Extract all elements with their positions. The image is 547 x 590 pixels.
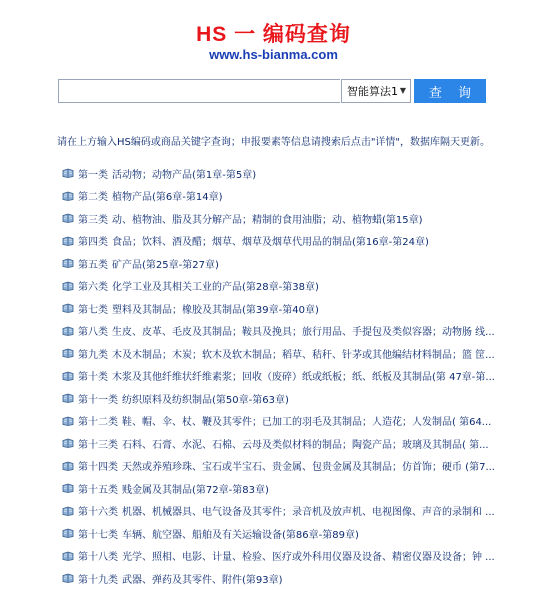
category-label — [78, 571, 283, 586]
category-item[interactable] — [62, 500, 547, 523]
category-number: 第六类 — [78, 282, 108, 294]
category-description: 天然或养殖珍珠、宝石或半宝石、贵金属、包贵金属及其制品；仿首饰；硬币 (第7... — [122, 462, 495, 474]
algorithm-select[interactable] — [341, 79, 411, 103]
category-label — [78, 458, 495, 473]
book-icon — [62, 348, 74, 358]
category-label — [78, 413, 491, 428]
category-description: 石料、石膏、水泥、石棉、云母及类似材料的制品；陶瓷产品；玻璃及其制品( 第... — [122, 439, 489, 451]
category-label — [78, 301, 319, 316]
category-number: 第十一类 — [78, 394, 118, 406]
category-description: 光学、照相、电影、计量、检验、医疗或外科用仪器及设备、精密仪器及设备；钟 ... — [122, 552, 495, 564]
book-icon — [62, 551, 74, 561]
category-item[interactable] — [62, 567, 547, 590]
search-notice: 请在上方输入HS编码或商品关键字查询；申报要素等信息请搜索后点击"详情"，数据库隔天更新。 — [56, 137, 491, 148]
category-description: 动、植物油、脂及其分解产品；精制的食用油脂；动、植物蜡(第15章) — [112, 214, 423, 226]
category-number: 第五类 — [78, 259, 108, 271]
category-description: 纺织原料及纺织制品(第50章-第63章) — [122, 394, 289, 406]
category-description: 车辆、航空器、船舶及有关运输设备(第86章-第89章) — [122, 529, 359, 541]
category-description: 武器、弹药及其零件、附件(第93章) — [122, 574, 283, 586]
site-logo-title[interactable]: HS 一 编码查询 — [196, 23, 351, 46]
category-description: 矿产品(第25章-第27章) — [112, 259, 219, 271]
category-number: 第九类 — [78, 349, 108, 361]
category-label — [78, 436, 489, 451]
category-item[interactable] — [62, 275, 547, 298]
category-number: 第十五类 — [78, 484, 118, 496]
category-item[interactable] — [62, 455, 547, 478]
category-item[interactable] — [62, 522, 547, 545]
book-icon — [62, 191, 74, 201]
category-item[interactable] — [62, 477, 547, 500]
category-label — [78, 166, 256, 181]
category-item[interactable] — [62, 432, 547, 455]
chevron-down-icon: ▼ — [399, 86, 406, 95]
category-label — [78, 278, 319, 293]
category-item[interactable] — [62, 230, 547, 253]
category-description: 木及木制品；木炭；软木及软木制品；稻草、秸秆、针茅或其他编结材料制品；篮 筐... — [112, 349, 495, 361]
book-icon — [62, 393, 74, 403]
category-label — [78, 391, 289, 406]
category-item[interactable] — [62, 387, 547, 410]
category-description: 生皮、皮革、毛皮及其制品；鞍具及挽具；旅行用品、手提包及类似容器；动物肠 线... — [112, 327, 495, 339]
book-icon — [62, 236, 74, 246]
category-description: 塑料及其制品；橡胶及其制品(第39章-第40章) — [112, 304, 319, 316]
category-item[interactable] — [62, 342, 547, 365]
category-item[interactable] — [62, 320, 547, 343]
category-number: 第四类 — [78, 237, 108, 249]
category-number: 第十类 — [78, 372, 108, 384]
category-label — [78, 368, 495, 383]
category-item[interactable] — [62, 162, 547, 185]
category-label — [78, 323, 495, 338]
category-item[interactable] — [62, 252, 547, 275]
book-icon — [62, 281, 74, 291]
search-button[interactable]: 查 询 — [414, 79, 486, 103]
category-number: 第二类 — [78, 192, 108, 204]
category-item[interactable] — [62, 207, 547, 230]
site-header — [0, 0, 547, 70]
book-icon — [62, 461, 74, 471]
category-description: 贱金属及其制品(第72章-第83章) — [122, 484, 269, 496]
category-label — [78, 346, 495, 361]
category-item[interactable] — [62, 545, 547, 568]
category-item[interactable] — [62, 365, 547, 388]
category-number: 第一类 — [78, 169, 108, 181]
category-label — [78, 211, 423, 226]
book-icon — [62, 213, 74, 223]
algorithm-select-value: 智能算法1 — [347, 85, 398, 98]
category-number: 第十七类 — [78, 529, 118, 541]
category-number: 第十三类 — [78, 439, 118, 451]
category-number: 第十九类 — [78, 574, 118, 586]
category-number: 第七类 — [78, 304, 108, 316]
book-icon — [62, 483, 74, 493]
book-icon — [62, 416, 74, 426]
category-item[interactable] — [62, 410, 547, 433]
book-icon — [62, 438, 74, 448]
category-label — [78, 503, 495, 518]
category-list — [62, 162, 547, 590]
book-icon — [62, 371, 74, 381]
category-number: 第十八类 — [78, 552, 118, 564]
category-number: 第十六类 — [78, 507, 118, 519]
category-description: 木浆及其他纤维状纤维素浆；回收（废碎）纸或纸板；纸、纸板及其制品(第 47章-第... — [112, 372, 495, 384]
category-label — [78, 548, 495, 563]
category-label — [78, 188, 223, 203]
book-icon — [62, 168, 74, 178]
category-description: 机器、机械器具、电气设备及其零件；录音机及放声机、电视图像、声音的录制和 ... — [122, 507, 495, 519]
book-icon — [62, 573, 74, 583]
category-label — [78, 256, 219, 271]
category-number: 第八类 — [78, 327, 108, 339]
book-icon — [62, 326, 74, 336]
search-bar — [58, 79, 490, 104]
category-description: 植物产品(第6章-第14章) — [112, 192, 223, 204]
category-item[interactable] — [62, 297, 547, 320]
search-input[interactable] — [58, 79, 340, 103]
category-number: 第十四类 — [78, 462, 118, 474]
category-description: 食品；饮料、酒及醋；烟草、烟草及烟草代用品的制品(第16章-第24章) — [112, 237, 429, 249]
book-icon — [62, 528, 74, 538]
category-description: 活动物；动物产品(第1章-第5章) — [112, 169, 257, 181]
book-icon — [62, 258, 74, 268]
book-icon — [62, 303, 74, 313]
category-number: 第三类 — [78, 214, 108, 226]
category-number: 第十二类 — [78, 417, 118, 429]
category-item[interactable] — [62, 185, 547, 208]
category-description: 鞋、帽、伞、杖、鞭及其零件；已加工的羽毛及其制品；人造花；人发制品( 第64... — [122, 417, 492, 429]
category-label — [78, 233, 429, 248]
category-description: 化学工业及其相关工业的产品(第28章-第38章) — [112, 282, 319, 294]
book-icon — [62, 506, 74, 516]
category-label — [78, 481, 269, 496]
site-logo-url[interactable]: www.hs-bianma.com — [209, 47, 338, 62]
category-label — [78, 526, 359, 541]
